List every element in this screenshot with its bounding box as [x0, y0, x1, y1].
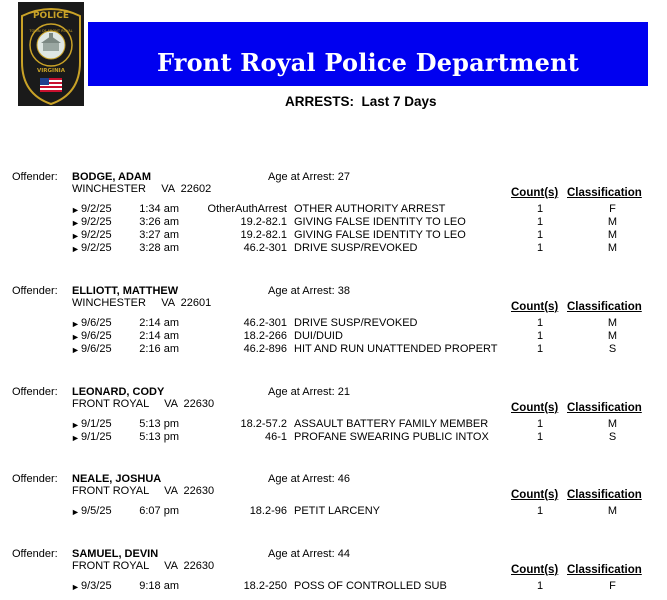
age-value: 44 — [337, 548, 350, 560]
charge-date: 9/1/25 — [81, 418, 112, 430]
charge-classification: S — [608, 343, 617, 355]
charge-classification: M — [607, 317, 618, 329]
svg-text:POLICE: POLICE — [32, 11, 70, 21]
charge-description: OTHER AUTHORITY ARREST — [294, 203, 446, 215]
address-state: VA — [164, 485, 178, 497]
charge-time: 2:14 am — [139, 317, 179, 329]
age-at-arrest — [268, 473, 350, 486]
svg-text:VIRGINIA: VIRGINIA — [36, 68, 66, 74]
charge-date: 9/3/25 — [81, 580, 112, 592]
offender-address — [72, 183, 211, 196]
offender-name: BODGE, ADAM — [72, 171, 152, 183]
charge-time: 5:13 pm — [139, 418, 179, 430]
address-city: FRONT ROYAL — [72, 398, 149, 410]
charge-code: 19.2-82.1 — [240, 216, 287, 228]
offender-name: LEONARD, CODY — [72, 386, 165, 398]
charge-classification: S — [608, 431, 617, 443]
charge-time: 3:28 am — [139, 242, 179, 254]
charge-row — [0, 229, 667, 242]
address-city: FRONT ROYAL — [72, 560, 149, 572]
offender-label: Offender: — [12, 473, 58, 485]
charge-code: 46.2-301 — [243, 317, 287, 329]
charge-description: DRIVE SUSP/REVOKED — [294, 242, 418, 254]
age-label: Age at Arrest: — [268, 548, 335, 560]
charge-count: 1 — [536, 431, 544, 443]
charge-code: 18.2-250 — [243, 580, 287, 592]
charge-time: 5:13 pm — [139, 431, 179, 443]
svg-text:TOWN OF FRONT ROYAL: TOWN OF FRONT ROYAL — [29, 29, 73, 33]
charge-count: 1 — [536, 580, 544, 592]
charge-count: 1 — [536, 505, 544, 517]
charge-classification: M — [607, 216, 618, 228]
age-at-arrest — [268, 171, 350, 184]
address-zip: 22602 — [180, 183, 212, 195]
charge-description: ASSAULT BATTERY FAMILY MEMBER — [294, 418, 489, 430]
address-zip: 22630 — [183, 560, 215, 572]
classification-column-header: Classification — [567, 187, 642, 199]
charge-code: 19.2-82.1 — [240, 229, 287, 241]
charge-date: 9/6/25 — [81, 343, 112, 355]
charge-code: 46.2-301 — [243, 242, 287, 254]
arrow: ► — [71, 507, 80, 517]
age-at-arrest — [268, 548, 350, 561]
charge-date: 9/5/25 — [81, 505, 112, 517]
charge-date: 9/6/25 — [81, 317, 112, 329]
charge-description: GIVING FALSE IDENTITY TO LEO — [294, 216, 466, 228]
charge-row — [0, 580, 667, 593]
offender-address — [72, 560, 214, 573]
charge-count: 1 — [536, 317, 544, 329]
charge-code: 18.2-266 — [243, 330, 287, 342]
offender-label: Offender: — [12, 285, 58, 297]
report-subtitle: ARRESTS: Last 7 Days — [285, 94, 437, 109]
offender-label: Offender: — [12, 548, 58, 560]
charge-classification: M — [607, 330, 618, 342]
address-zip: 22630 — [183, 398, 215, 410]
charge-description: HIT AND RUN UNATTENDED PROPERT — [294, 343, 498, 355]
address-state: VA — [161, 183, 175, 195]
count-column-header: Count(s) — [511, 402, 559, 414]
title-banner — [88, 22, 648, 86]
age-at-arrest — [268, 386, 350, 399]
offender-address — [72, 297, 211, 310]
address-state: VA — [161, 297, 175, 309]
page-title: Front Royal Police Department — [156, 48, 580, 77]
charge-code: OtherAuthArrest — [207, 203, 287, 215]
arrow: ► — [71, 433, 80, 443]
count-column-header: Count(s) — [511, 187, 559, 199]
charge-code: 18.2-96 — [249, 505, 287, 517]
charge-description: POSS OF CONTROLLED SUB — [294, 580, 447, 592]
charge-count: 1 — [536, 418, 544, 430]
charge-description: PROFANE SWEARING PUBLIC INTOX — [294, 431, 489, 443]
offender-name: ELLIOTT, MATTHEW — [72, 285, 179, 297]
offender-label: Offender: — [12, 386, 58, 398]
charge-time: 6:07 pm — [139, 505, 179, 517]
charge-classification: M — [607, 418, 618, 430]
arrow: ► — [71, 582, 80, 592]
classification-column-header: Classification — [567, 489, 642, 501]
charge-description: PETIT LARCENY — [294, 505, 380, 517]
age-value: 46 — [337, 473, 350, 485]
age-label: Age at Arrest: — [268, 285, 335, 297]
charge-time: 1:34 am — [139, 203, 179, 215]
count-column-header: Count(s) — [511, 301, 559, 313]
charge-date: 9/2/25 — [81, 203, 112, 215]
classification-column-header: Classification — [567, 301, 642, 313]
charge-date: 9/2/25 — [81, 242, 112, 254]
charge-row — [0, 242, 667, 255]
arrow: ► — [71, 345, 80, 355]
charge-row — [0, 505, 667, 518]
charge-row — [0, 418, 667, 431]
age-value: 27 — [337, 171, 350, 183]
charge-row — [0, 216, 667, 229]
charge-time: 3:27 am — [139, 229, 179, 241]
age-label: Age at Arrest: — [268, 473, 335, 485]
classification-column-header: Classification — [567, 564, 642, 576]
offender-label: Offender: — [12, 171, 58, 183]
offender-address — [72, 485, 214, 498]
charge-time: 2:16 am — [139, 343, 179, 355]
charge-description: DUI/DUID — [294, 330, 343, 342]
arrow: ► — [71, 231, 80, 241]
address-zip: 22630 — [183, 485, 215, 497]
address-city: WINCHESTER — [72, 183, 146, 195]
charge-count: 1 — [536, 229, 544, 241]
age-label: Age at Arrest: — [268, 171, 335, 183]
charge-row — [0, 317, 667, 330]
charge-date: 9/6/25 — [81, 330, 112, 342]
address-state: VA — [164, 398, 178, 410]
address-zip: 22601 — [180, 297, 212, 309]
charge-count: 1 — [536, 330, 544, 342]
charge-time: 2:14 am — [139, 330, 179, 342]
charge-count: 1 — [536, 343, 544, 355]
charge-classification: F — [609, 203, 616, 215]
charge-code: 46-1 — [264, 431, 287, 443]
arrow: ► — [71, 244, 80, 254]
charge-classification: M — [607, 242, 618, 254]
age-label: Age at Arrest: — [268, 386, 335, 398]
address-city: FRONT ROYAL — [72, 485, 149, 497]
charge-row — [0, 431, 667, 444]
address-city: WINCHESTER — [72, 297, 146, 309]
count-column-header: Count(s) — [511, 489, 559, 501]
charge-code: 46.2-896 — [243, 343, 287, 355]
charge-date: 9/2/25 — [81, 229, 112, 241]
charge-count: 1 — [536, 216, 544, 228]
arrow: ► — [71, 205, 80, 215]
charge-row — [0, 343, 667, 356]
charge-description: GIVING FALSE IDENTITY TO LEO — [294, 229, 466, 241]
classification-column-header: Classification — [567, 402, 642, 414]
age-value: 38 — [337, 285, 350, 297]
arrow: ► — [71, 420, 80, 430]
charge-code: 18.2-57.2 — [240, 418, 287, 430]
charge-row — [0, 203, 667, 216]
count-column-header: Count(s) — [511, 564, 559, 576]
charge-count: 1 — [536, 203, 544, 215]
police-badge-logo — [18, 2, 84, 106]
charge-date: 9/2/25 — [81, 216, 112, 228]
charge-row — [0, 330, 667, 343]
offender-name: NEALE, JOSHUA — [72, 473, 162, 485]
charge-count: 1 — [536, 242, 544, 254]
arrow: ► — [71, 319, 80, 329]
offender-address — [72, 398, 214, 411]
age-at-arrest — [268, 285, 350, 298]
charge-classification: M — [607, 505, 618, 517]
charge-description: DRIVE SUSP/REVOKED — [294, 317, 418, 329]
charge-time: 9:18 am — [139, 580, 179, 592]
charge-date: 9/1/25 — [81, 431, 112, 443]
age-value: 21 — [337, 386, 350, 398]
charge-classification: F — [609, 580, 616, 592]
address-state: VA — [164, 560, 178, 572]
offender-name: SAMUEL, DEVIN — [72, 548, 159, 560]
arrow: ► — [71, 332, 80, 342]
charge-time: 3:26 am — [139, 216, 179, 228]
arrow: ► — [71, 218, 80, 228]
charge-classification: M — [607, 229, 618, 241]
